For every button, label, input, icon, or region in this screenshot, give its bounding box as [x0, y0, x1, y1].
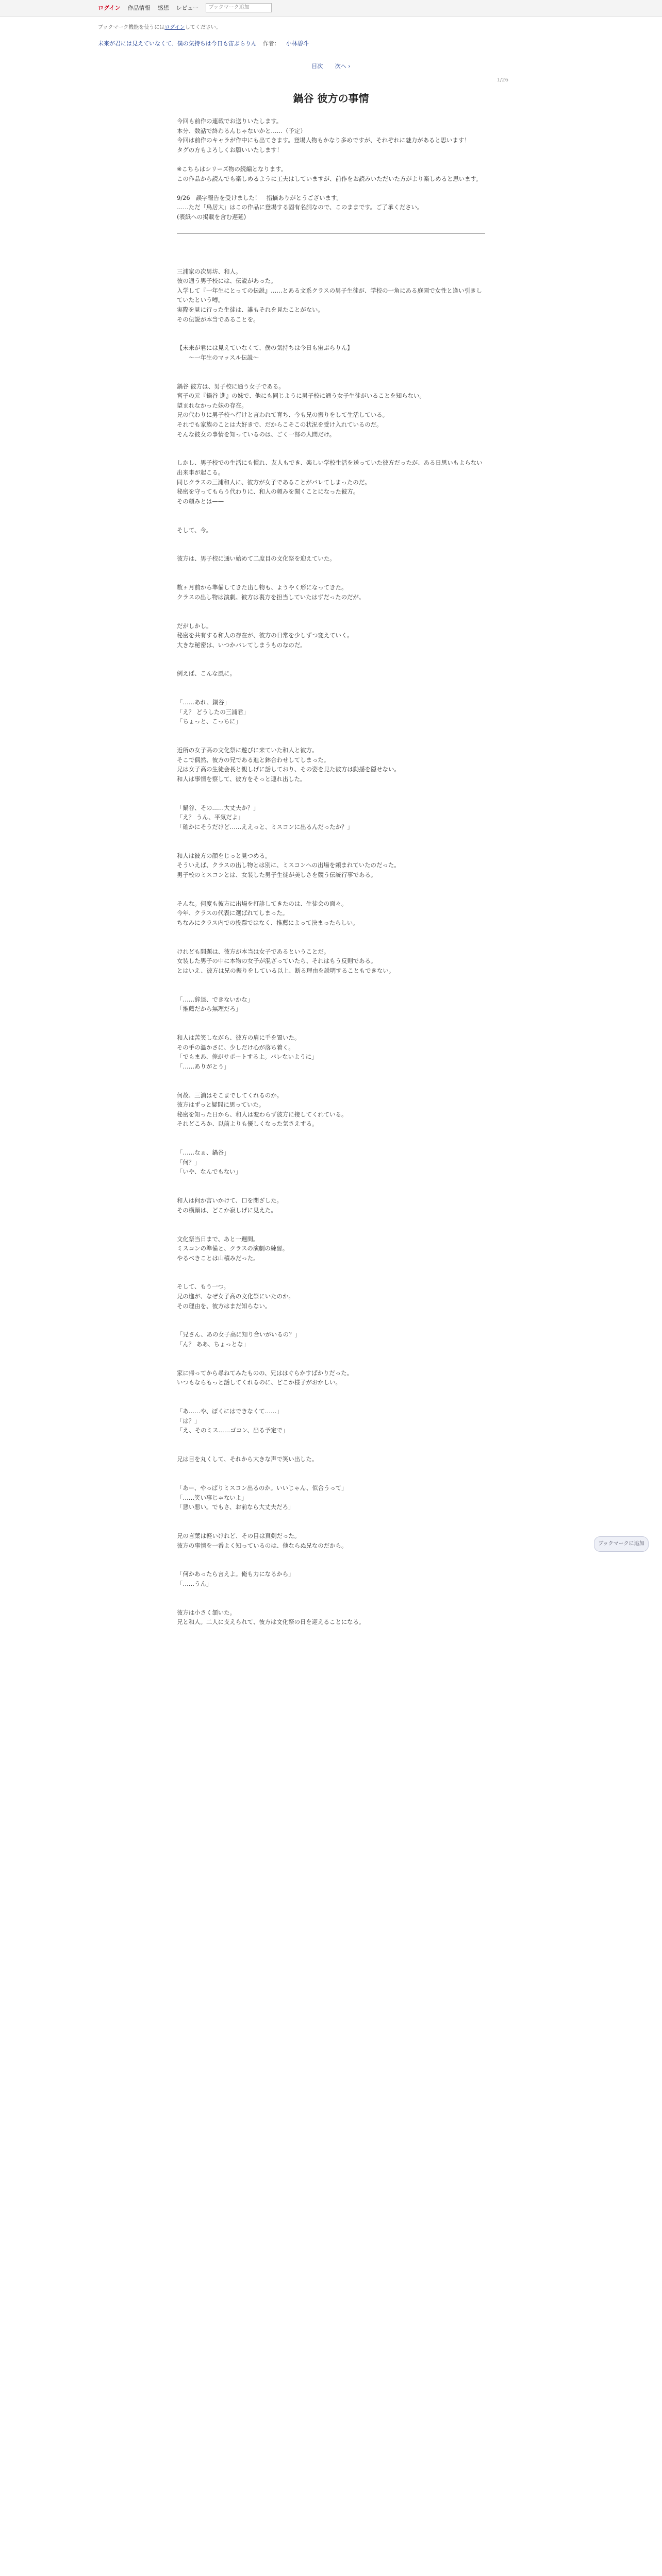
preface-line: 9/26 誤字報告を受けました！ 指摘ありがとうございます。 [177, 194, 342, 201]
body-line: 「推薦だから無理だろ」 [177, 1005, 242, 1013]
body-line [177, 889, 485, 899]
body-line: その横顔は、どこか寂しげに見えた。 [177, 1206, 277, 1214]
body-line: ミスコンの準備と、クラスの演劇の練習。 [177, 1245, 289, 1252]
preface-line: この作品から読んでも楽しめるように工夫はしていますが、前作をお読みいただいた方がより楽しめると思います。 [177, 175, 482, 182]
series-header [98, 39, 309, 47]
body-line: 大きな秘密は、いつかバレてしまうものなのだ。 [177, 641, 306, 649]
body-line: そして、今。 [177, 526, 212, 534]
nav-link-review[interactable]: レビュー [176, 5, 199, 11]
top-bar [0, 0, 662, 17]
body-line [177, 1435, 485, 1445]
body-line: ～一年生のマッスル伝説～ [177, 353, 259, 361]
author-label: 作者： [262, 40, 280, 47]
body-line: 「……ありがとう」 [177, 1062, 230, 1070]
body-line: その伝説が本当であることを。 [177, 315, 259, 323]
body-line [177, 1550, 485, 1560]
body-line: 男子校のミスコンとは、女装した男子生徒が美しさを競う伝統行事である。 [177, 871, 377, 878]
preface-line: 今回は前作のキャラが作中にも出てきます。登場人物もかなり多めですが、それぞれに魅力があると思います！ [177, 137, 470, 144]
body-line [177, 612, 485, 621]
pager [0, 62, 662, 70]
body-line [177, 516, 485, 526]
body-line: 「……うん」 [177, 1580, 212, 1587]
preface-line: ※こちらはシリーズ物の続編となります。 [177, 165, 287, 173]
body-line [177, 564, 485, 573]
body-line [177, 1473, 485, 1483]
body-line: 鍋谷 彼方は、男子校に通う女子である。 [177, 382, 285, 390]
body-line: その手の温かさに、少しだけ心が落ち着く。 [177, 1043, 294, 1051]
nav-link-info[interactable]: 作品情報 [127, 5, 151, 11]
body-line: 今年、クラスの代表に選ばれてしまった。 [177, 909, 289, 917]
body-line: クラスの出し物は演劇。彼方は裏方を担当していたはずだったのだが。 [177, 593, 365, 601]
body-line: そんな彼女の事情を知っているのは、ごく一部の人間だけ。 [177, 430, 336, 438]
notice-login-link[interactable]: ログイン [164, 25, 185, 30]
body-line: そういえば、クラスの出し物とは別に、ミスコンへの出場を頼まれていたのだった。 [177, 861, 400, 869]
body-line [177, 545, 485, 554]
series-title-link[interactable]: 未来が君には見えていなくて、僕の気持ちは今日も宙ぶらりん [98, 40, 257, 47]
body-line: とはいえ、彼方は兄の振りをしている以上、断る理由を説明することもできない。 [177, 967, 395, 974]
body-line: 「……笑い事じゃないよ」 [177, 1494, 247, 1501]
body-line: 和人は事情を察して、彼方をそっと連れ出した。 [177, 775, 306, 783]
body-line: 望まれなかった妹の存在。 [177, 401, 247, 409]
body-line: 兄は女子高の生徒会長と親しげに話しており、その姿を見た彼方は動揺を隠せない。 [177, 766, 400, 773]
body-line: 兄は目を丸くして、それから大きな声で笑い出した。 [177, 1455, 318, 1463]
body-line [177, 334, 485, 344]
body-line: 「……なぁ、鍋谷」 [177, 1149, 230, 1157]
body-line: けれども問題は、彼方が本当は女子であるということだ。 [177, 947, 330, 955]
body-line: 「……辞退、できないかな」 [177, 995, 254, 1003]
body-line [177, 841, 485, 851]
body-line [177, 1397, 485, 1407]
body-line [177, 928, 485, 938]
notice-pre: ブックマーク機能を使うには [98, 25, 165, 30]
body-line: そんな。何度も彼方に出場を打診してきたのは、生徒会の面々。 [177, 900, 347, 907]
top-bar-nav [98, 3, 272, 12]
body-line [177, 1129, 485, 1139]
preface-line: 本分、数話で終わるんじゃないかと……（予定） [177, 127, 306, 134]
body-line [177, 784, 485, 794]
preface-line [177, 155, 485, 164]
body-line [177, 650, 485, 659]
body-line: 「ちょっと、こっちに」 [177, 718, 242, 725]
body-line [177, 1560, 485, 1570]
body-line: 「確かにそうだけど……ええっと、ミスコンに出るんだったか？」 [177, 823, 353, 831]
body-line: 近所の女子高の文化祭に遊びに来ていた和人と彼方。 [177, 747, 318, 754]
body-line: 兄の代わりに男子校へ行けと言われて育ち、今も兄の振りをして生活している。 [177, 411, 389, 419]
page-number: 1/26 [496, 77, 508, 83]
body-line: 「あ……や、ぼくにはできなくて……」 [177, 1408, 283, 1415]
body-line [177, 1349, 485, 1359]
body-line [177, 1320, 485, 1330]
body-line [177, 1023, 485, 1033]
body-line [177, 1187, 485, 1196]
novel-content [177, 92, 485, 1627]
body-line [177, 736, 485, 746]
body-line [177, 1139, 485, 1148]
bookmark-add-box[interactable]: ブックマーク追加 [206, 3, 272, 12]
preface [177, 116, 485, 222]
preface-line: (表紙への掲載を含む遅延) [177, 213, 246, 221]
body-line [177, 1521, 485, 1531]
body-line: 彼方は小さく頷いた。 [177, 1608, 236, 1616]
body-line: 実際を見に行った生徒は、誰もそれを見たことがない。 [177, 306, 324, 313]
chapter-title: 鍋谷 彼方の事情 [293, 92, 369, 105]
body-line: その頼みとは—— [177, 497, 224, 505]
preface-line: ……ただ「鳥居大」はこの作品に登場する固有名詞なので、このままです。ご了承ください。 [177, 204, 423, 211]
body-line: 兄の言葉は軽いけれど、その目は真剣だった。 [177, 1532, 301, 1539]
body-line: 「兄さん、あの女子高に知り合いがいるの？」 [177, 1331, 301, 1338]
body-line: ちなみにクラス内での投票ではなく、推薦によって決まったらしい。 [177, 919, 359, 926]
body-line [177, 880, 485, 890]
body-line [177, 679, 485, 688]
body-line [177, 362, 485, 372]
body-line: 女装した男子の中に本物の女子が混ざっていたら、それはもう反則である。 [177, 957, 377, 965]
body-line: しかし、男子校での生活にも慣れ、友人もでき、楽しい学校生活を送っていた彼方だったが、ある日思いもよらない出来事が起こる。 [177, 459, 483, 476]
body-line [177, 1464, 485, 1474]
body-line: 彼方は、男子校に通い始めて二度目の文化祭を迎えていた。 [177, 555, 336, 563]
body-line [177, 439, 485, 449]
body-line: 「何かあったら言えよ。俺も力になるから」 [177, 1570, 294, 1578]
body-line: 「え？ うん、平気だよ」 [177, 814, 244, 821]
body-line: 「ん？ ああ、ちょっとな」 [177, 1341, 249, 1348]
body-line: 彼方の事情を一番よく知っているのは、他ならぬ兄なのだから。 [177, 1541, 347, 1549]
body-line: 彼方はずっと疑問に思っていた。 [177, 1101, 265, 1109]
body-line [177, 1512, 485, 1522]
body-line: 三浦家の次男坊、和人。 [177, 267, 242, 275]
body-line [177, 1014, 485, 1024]
toc-link[interactable]: 目次 [311, 63, 323, 70]
body-line [177, 1263, 485, 1273]
body-line: 和人は何か言いかけて、口を閉ざした。 [177, 1197, 283, 1205]
body-line: 「え？ どうしたの三浦君」 [177, 708, 250, 716]
body-line: 何故、三浦はそこまでしてくれるのか。 [177, 1091, 283, 1099]
next-link[interactable]: 次へ › [335, 63, 351, 70]
body-line [177, 937, 485, 947]
body-line: だがしかし。 [177, 622, 212, 630]
body-line [177, 506, 485, 516]
body-line [177, 1071, 485, 1081]
body-line [177, 602, 485, 612]
body-line [177, 573, 485, 583]
preface-divider [177, 233, 485, 234]
body-line: それでも家族のことは大好きで、だからこそこの状況を受け入れているのだ。 [177, 421, 383, 429]
bookmark-button[interactable]: ブックマークに追加 [594, 1536, 649, 1552]
body-line: 入学して『一年生にとっての伝説』……とある文系クラスの男子生徒が、学校の一角にある庭園で女性と逢い引きしていたという噂。 [177, 286, 482, 304]
body-line: 「あー、やっぱりミスコン出るのか。いいじゃん、似合うって」 [177, 1484, 347, 1492]
body-line: 家に帰ってから尋ねてみたものの、兄ははぐらかすばかりだった。 [177, 1369, 353, 1377]
body-line [177, 1387, 485, 1397]
body-line: 兄と和人。二人に支えられて、彼方は文化祭の日を迎えることになる。 [177, 1618, 365, 1626]
body-line: 「悪い悪い。でもさ、お前なら大丈夫だろ」 [177, 1503, 294, 1511]
body-line: いつもならもっと話してくれるのに、どこか様子がおかしい。 [177, 1379, 341, 1386]
login-notice [98, 23, 221, 30]
body-line [177, 1081, 485, 1091]
body-line [177, 1215, 485, 1225]
body-line [177, 793, 485, 803]
body-line [177, 975, 485, 985]
body-line [177, 985, 485, 995]
body-line: 「え、そのミス……ゴコン、出る予定で」 [177, 1427, 289, 1434]
body-line [177, 1177, 485, 1187]
body-line [177, 688, 485, 698]
body-line: その理由を、彼方はまだ知らない。 [177, 1302, 271, 1310]
body-line [177, 1225, 485, 1234]
login-link[interactable] [98, 4, 120, 12]
body-line: 「いや、なんでもない」 [177, 1168, 242, 1176]
nav-link-impressions[interactable]: 感想 [157, 5, 169, 11]
body-line: 秘密を守ってもらう代わりに、和人の頼みを聞くことになった彼方。 [177, 488, 359, 496]
body-line: 秘密を知った日から、和人は変わらず彼方に接してくれている。 [177, 1110, 347, 1118]
body-line: 数ヶ月前から準備してきた出し物も、ようやく形になってきた。 [177, 584, 347, 591]
body-line: 例えば、こんな風に。 [177, 670, 236, 677]
body-line [177, 1359, 485, 1368]
author-link[interactable]: 小林碧斗 [286, 40, 309, 47]
body-line [177, 726, 485, 736]
body-line: やるべきことは山積みだった。 [177, 1254, 259, 1262]
body-line [177, 659, 485, 669]
body-line [177, 449, 485, 459]
body-line [177, 1588, 485, 1598]
body-line: 同じクラスの三浦和人に、彼方が女子であることがバレてしまったのだ。 [177, 478, 371, 486]
notice-post: してください。 [185, 25, 221, 30]
body-line: 彼の通う男子校には、伝説があった。 [177, 277, 277, 285]
body-line [177, 372, 485, 382]
preface-line: タグの方もよろしくお願いいたします！ [177, 146, 283, 154]
body-line [177, 832, 485, 842]
login-label[interactable]: ログイン [98, 5, 121, 11]
body-line [177, 1273, 485, 1282]
body-line: 和人は彼方の顔をじっと見つめる。 [177, 852, 271, 859]
body-line: 宮子の元『鍋谷 進』の妹で、他にも同じように男子校に通う女子生徒がいることを知らない。 [177, 392, 425, 400]
preface-line: 今回も前作の連載でお送りいたします。 [177, 117, 283, 125]
body-line: そして、もう一つ。 [177, 1283, 229, 1291]
body-line: それどころか、以前よりも優しくなった気さえする。 [177, 1120, 318, 1128]
preface-line [177, 183, 485, 193]
body-line [177, 535, 485, 545]
body-line [177, 1598, 485, 1608]
body-line: 「鍋谷、その……大丈夫か？」 [177, 804, 259, 811]
body-line: 「は？」 [177, 1417, 201, 1425]
body-line: 秘密を共有する和人の存在が、彼方の日常を少しずつ変えていく。 [177, 632, 353, 639]
body-line: 「でもまあ、俺がサポートするよ。バレないように」 [177, 1053, 318, 1061]
body-line: 兄の進が、なぜ女子高の文化祭にいたのか。 [177, 1293, 294, 1300]
chapter-body [177, 267, 485, 1627]
body-line [177, 1445, 485, 1455]
body-line: 「何？」 [177, 1158, 201, 1166]
body-line [177, 324, 485, 334]
body-line: 文化祭当日まで、あと一週間。 [177, 1235, 259, 1243]
body-line: 「……あれ、鍋谷」 [177, 699, 230, 706]
body-line: そこで偶然、彼方の兄である進と鉢合わせしてしまった。 [177, 756, 330, 764]
body-line [177, 1311, 485, 1320]
body-line: 和人は苦笑しながら、彼方の肩に手を置いた。 [177, 1034, 301, 1042]
body-line: 【未来が君には見えていなくて、僕の気持ちは今日も宙ぶらりん】 [177, 344, 353, 352]
